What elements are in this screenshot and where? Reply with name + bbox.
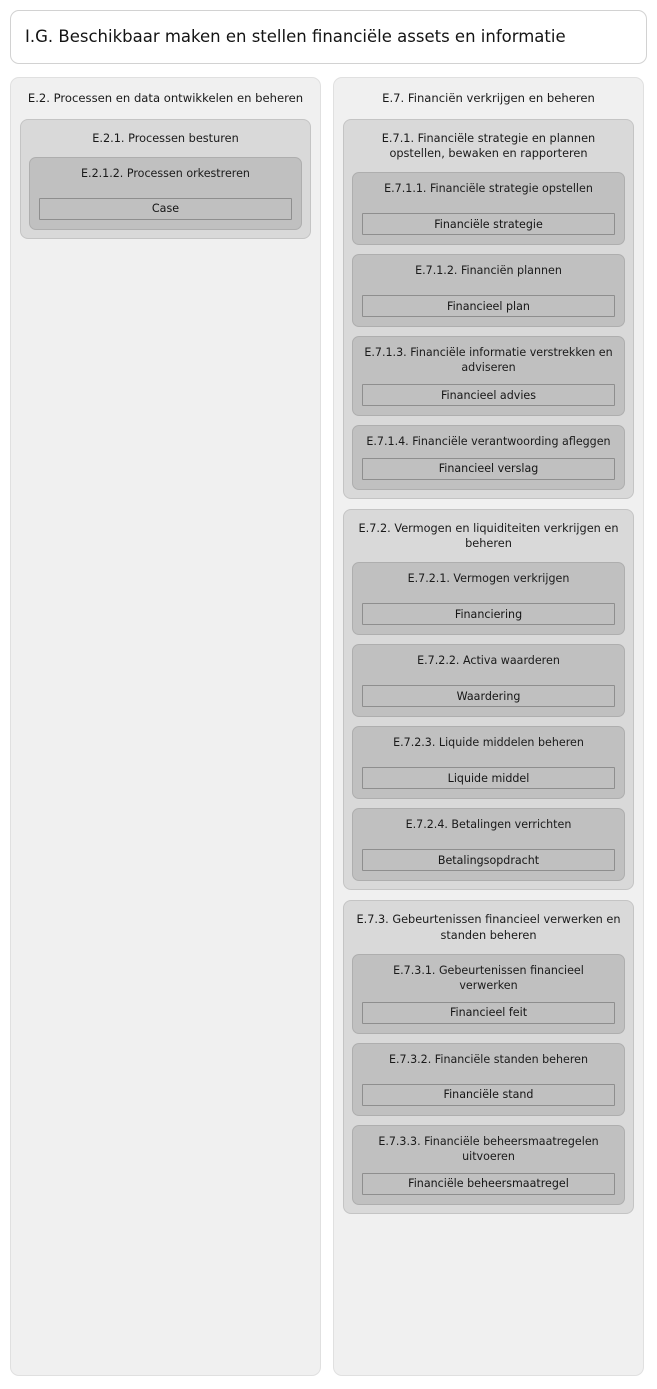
subgroup-e2-1-2[interactable] xyxy=(29,157,302,230)
leaf-financieel-plan[interactable]: Financieel plan xyxy=(362,295,615,317)
subgroup-e7-3-2[interactable] xyxy=(352,1043,625,1116)
subgroup-title-e7-1-4: E.7.1.4. Financiële verantwoording afleggen xyxy=(366,435,611,449)
subgroup-title-e7-1-1: E.7.1.1. Financiële strategie opstellen xyxy=(384,182,593,196)
subgroup-title-e7-2-4: E.7.2.4. Betalingen verrichten xyxy=(405,818,572,832)
subgroup-e7-2-2[interactable] xyxy=(352,644,625,717)
column-right xyxy=(333,77,644,1376)
subgroup-e7-2-3[interactable] xyxy=(352,726,625,799)
leaf-financiele-beheersmaatregel[interactable]: Financiële beheersmaatregel xyxy=(362,1173,615,1195)
leaf-waardering[interactable]: Waardering xyxy=(362,685,615,707)
diagram-columns xyxy=(10,77,647,1376)
subgroup-e7-3-1[interactable] xyxy=(352,954,625,1034)
panel-e2[interactable] xyxy=(10,77,321,1376)
leaf-financiering[interactable]: Financiering xyxy=(362,603,615,625)
group-e7-2[interactable] xyxy=(343,509,634,890)
leaf-financiele-stand[interactable]: Financiële stand xyxy=(362,1084,615,1106)
leaf-financieel-feit[interactable]: Financieel feit xyxy=(362,1002,615,1024)
subgroup-e7-1-2[interactable] xyxy=(352,254,625,327)
leaf-financiele-strategie[interactable]: Financiële strategie xyxy=(362,213,615,235)
panel-e7[interactable] xyxy=(333,77,644,1376)
subgroup-title-e7-2-1: E.7.2.1. Vermogen verkrijgen xyxy=(407,572,570,586)
subgroup-title-e2-1-2: E.2.1.2. Processen orkestreren xyxy=(81,166,250,180)
subgroup-e7-2-4[interactable] xyxy=(352,808,625,881)
group-title-e7-1: E.7.1. Financiële strategie en plannen opstellen, bewaken en rapporteren xyxy=(381,131,596,160)
subgroup-e7-1-4[interactable] xyxy=(352,425,625,490)
diagram-header xyxy=(10,10,647,64)
leaf-case[interactable]: Case xyxy=(39,198,292,220)
group-e7-1[interactable] xyxy=(343,119,634,499)
subgroup-e7-2-1[interactable] xyxy=(352,562,625,635)
leaf-financieel-advies[interactable]: Financieel advies xyxy=(362,384,615,406)
panel-title-e2: E.2. Processen en data ontwikkelen en beheren xyxy=(27,91,304,105)
subgroup-e7-1-3[interactable] xyxy=(352,336,625,416)
leaf-liquide-middel[interactable]: Liquide middel xyxy=(362,767,615,789)
group-e2-1[interactable] xyxy=(20,119,311,239)
subgroup-title-e7-2-3: E.7.2.3. Liquide middelen beheren xyxy=(393,736,584,750)
group-e7-3[interactable] xyxy=(343,900,634,1213)
subgroup-e7-1-1[interactable] xyxy=(352,172,625,245)
subgroup-title-e7-3-3: E.7.3.3. Financiële beheersmaatregelen uitvoeren xyxy=(378,1134,599,1163)
column-left xyxy=(10,77,321,1376)
leaf-financieel-verslag[interactable]: Financieel verslag xyxy=(362,458,615,480)
group-title-e2-1: E.2.1. Processen besturen xyxy=(92,131,239,145)
subgroup-e7-3-3[interactable] xyxy=(352,1125,625,1205)
subgroup-title-e7-2-2: E.7.2.2. Activa waarderen xyxy=(417,654,560,668)
panel-title-e7: E.7. Financiën verkrijgen en beheren xyxy=(382,91,595,105)
leaf-betalingsopdracht[interactable]: Betalingsopdracht xyxy=(362,849,615,871)
group-title-e7-2: E.7.2. Vermogen en liquiditeiten verkrijgen en beheren xyxy=(358,521,619,551)
group-title-e7-3: E.7.3. Gebeurtenissen financieel verwerken en standen beheren xyxy=(356,913,621,942)
subgroup-title-e7-3-2: E.7.3.2. Financiële standen beheren xyxy=(388,1052,589,1066)
page-title: I.G. Beschikbaar maken en stellen financiële assets en informatie xyxy=(25,27,566,47)
subgroup-title-e7-1-3: E.7.1.3. Financiële informatie verstrekken en adviseren xyxy=(364,346,613,375)
subgroup-title-e7-3-1: E.7.3.1. Gebeurtenissen financieel verwerken xyxy=(393,963,584,992)
subgroup-title-e7-1-2: E.7.1.2. Financiën plannen xyxy=(415,264,562,278)
